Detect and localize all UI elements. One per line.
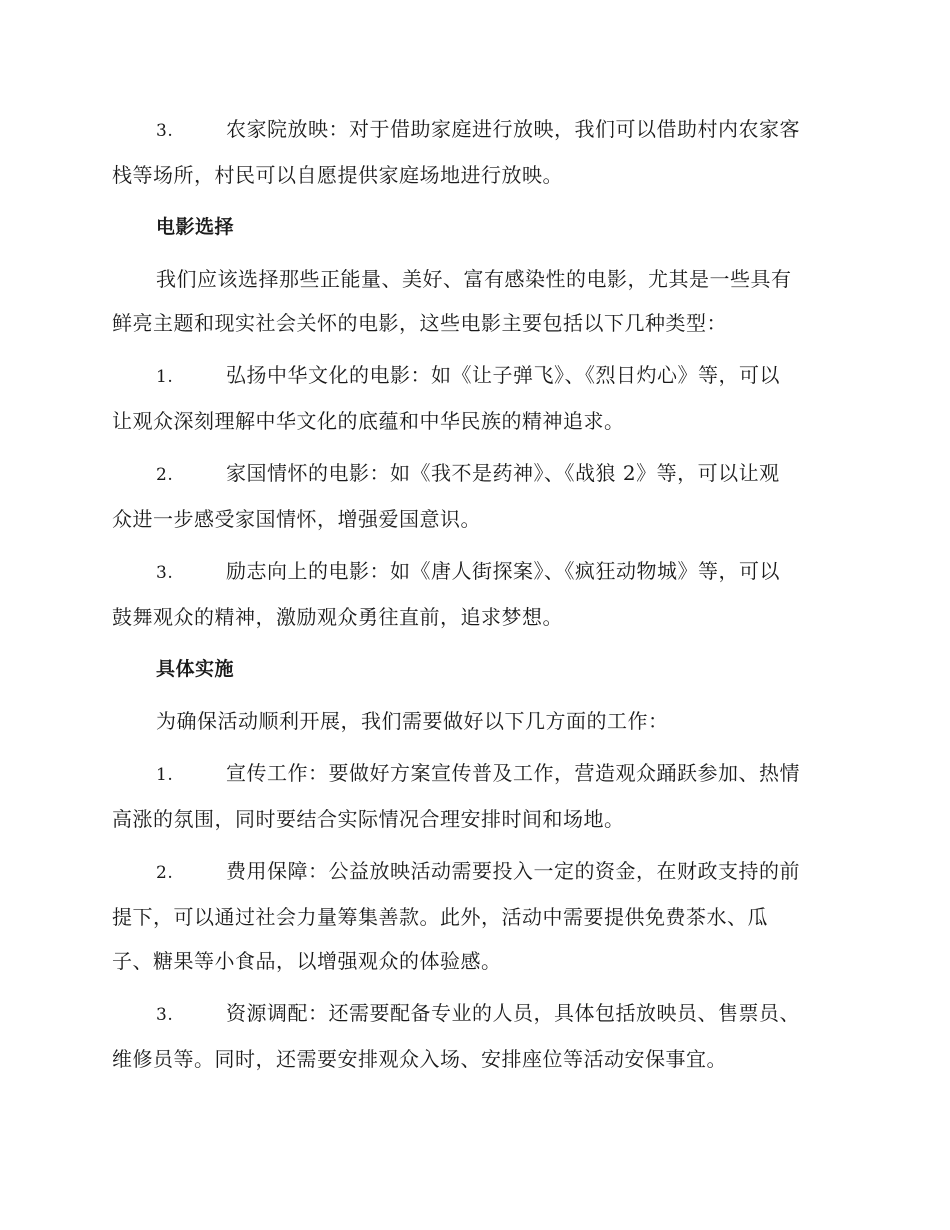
list-item-number: 3. [156,1005,174,1025]
list-item-text-continued: 鼓舞观众的精神，激励观众勇往直前，追求梦想。 [112,605,563,629]
list-item-text-continued: 众进一步感受家国情怀，增强爱国意识。 [112,507,481,531]
list-item-text-continued: 栈等场所，村民可以自愿提供家庭场地进行放映。 [112,163,563,187]
paragraph-line: 为确保活动顺利开展，我们需要做好以下几方面的工作： [156,709,669,733]
list-item-movie-2 [112,451,836,541]
list-item-text: 资源调配：还需要配备专业的人员，具体包括放映员、售票员、 [226,1001,800,1025]
paragraph-line: 鲜亮主题和现实社会关怀的电影，这些电影主要包括以下几种类型： [112,311,727,335]
list-item-farmhouse-screening [112,107,836,197]
paragraph-movie-intro [112,257,836,345]
list-item-text: 家国情怀的电影：如《我不是药神》、《战狼 2》等，可以让观 [226,461,780,485]
paragraph-line: 我们应该选择那些正能量、美好、富有感染性的电影，尤其是一些具有 [156,267,792,291]
list-item-text: 励志向上的电影：如《唐人街探案》、《疯狂动物城》等，可以 [226,559,780,583]
list-item-impl-2 [112,849,836,983]
list-item-number: 2. [156,863,174,883]
list-item-text: 弘扬中华文化的电影：如《让子弹飞》、《烈日灼心》等，可以 [226,363,780,387]
list-item-text-continued: 提下，可以通过社会力量筹集善款。此外，活动中需要提供免费茶水、瓜 [112,905,768,929]
list-item-text: 农家院放映：对于借助家庭进行放映，我们可以借助村内农家客 [226,117,800,141]
list-item-text-continued: 让观众深刻理解中华文化的底蕴和中华民族的精神追求。 [112,409,625,433]
list-item-text: 费用保障：公益放映活动需要投入一定的资金，在财政支持的前 [226,859,800,883]
list-item-number: 1. [156,765,174,785]
list-item-number: 1. [156,367,174,387]
document-body [112,107,836,1089]
list-item-text-continued: 高涨的氛围，同时要结合实际情况合理安排时间和场地。 [112,807,625,831]
section-heading-movie-selection: 电影选择 [156,216,235,238]
list-item-number: 2. [156,465,174,485]
list-item-impl-1 [112,751,836,841]
list-item-movie-3 [112,549,836,639]
list-item-line [112,107,836,153]
list-item-text-continued: 维修员等。同时，还需要安排观众入场、安排座位等活动安保事宜。 [112,1047,727,1071]
list-item-movie-1 [112,353,836,443]
section-heading-implementation: 具体实施 [156,658,235,680]
list-item-number: 3. [156,563,174,583]
list-item-text-continued: 子、糖果等小食品，以增强观众的体验感。 [112,949,502,973]
list-item-number: 3. [156,121,174,141]
paragraph-impl-intro [112,699,836,743]
list-item-text: 宣传工作：要做好方案宣传普及工作，营造观众踊跃参加、热情 [226,761,800,785]
list-item-impl-3 [112,991,836,1081]
